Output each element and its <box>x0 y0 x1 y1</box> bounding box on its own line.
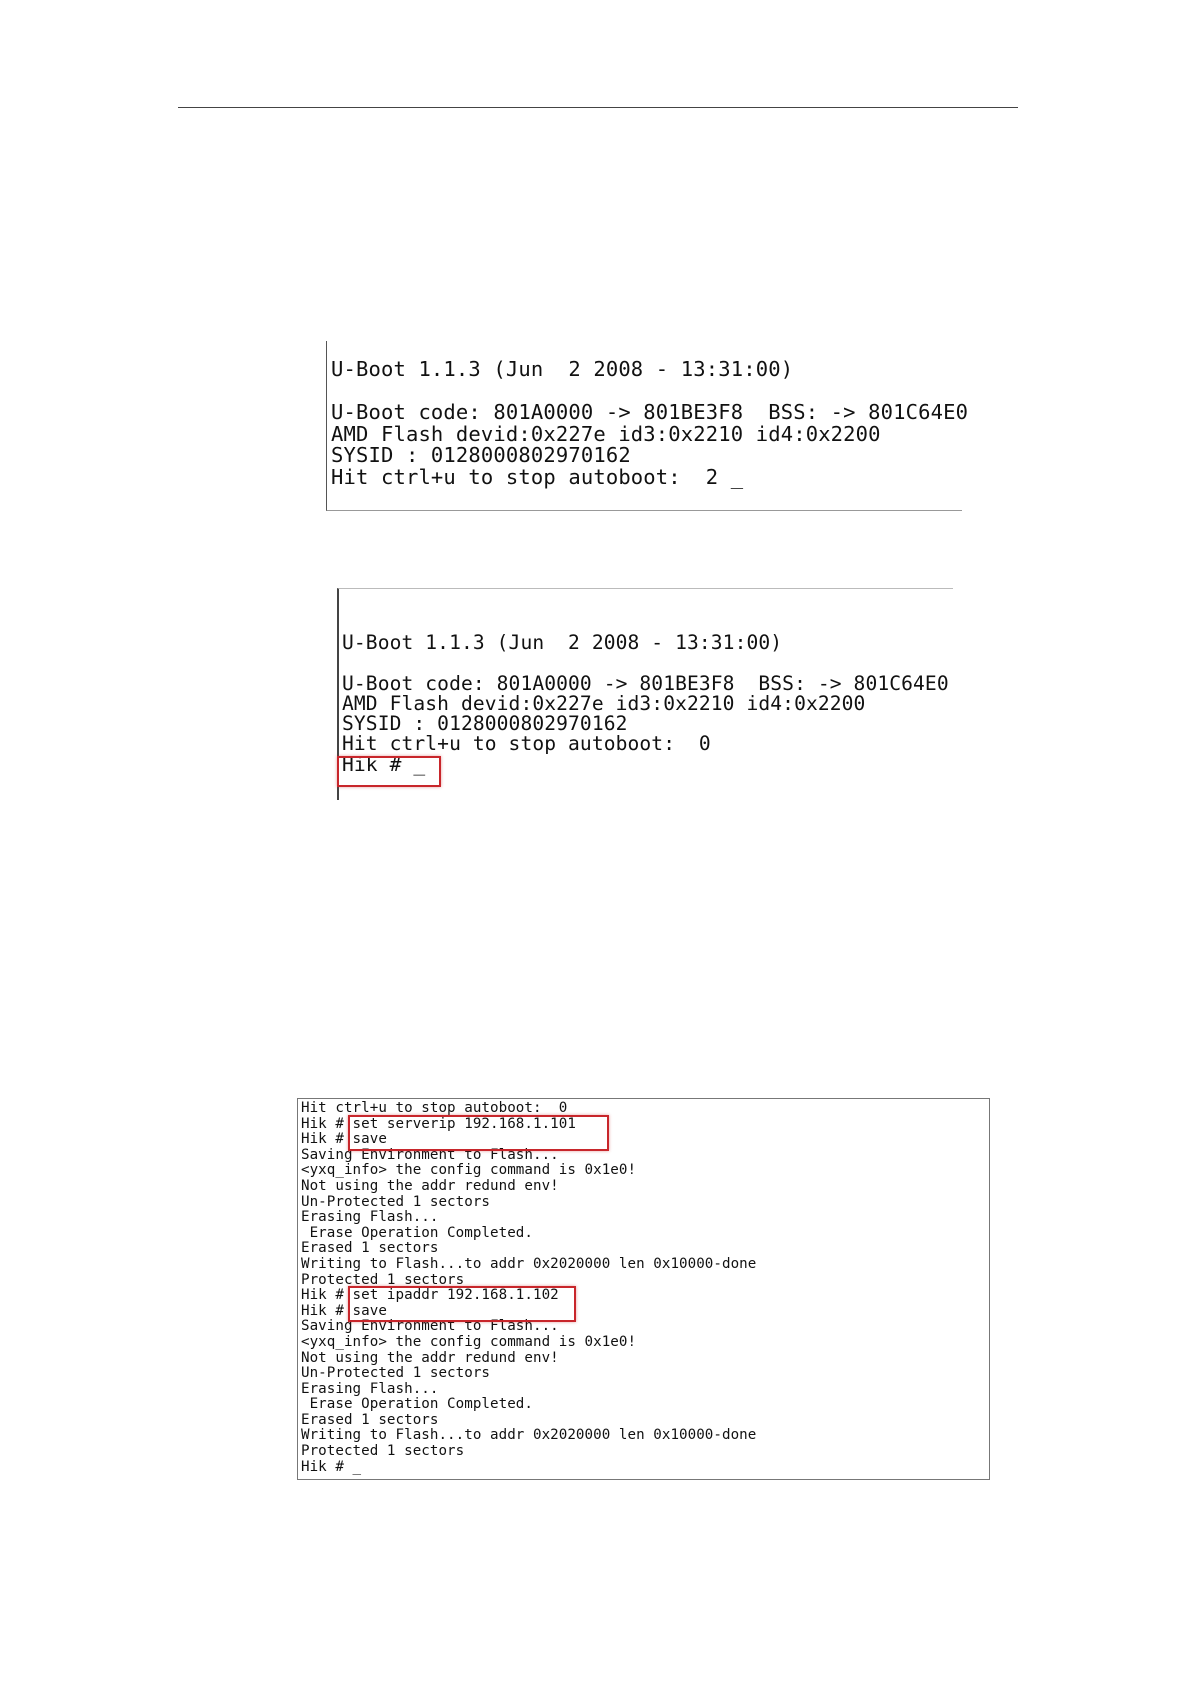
terminal-line: SYSID : 0128000802970162 <box>331 443 631 467</box>
terminal-line <box>342 653 949 673</box>
terminal-line: Erasing Flash... <box>301 1380 439 1397</box>
terminal-line: U-Boot code: 801A0000 -> 801BE3F8 BSS: -> 801C64E0 <box>342 671 949 695</box>
terminal-line: Hit ctrl+u to stop autoboot: 0 <box>301 1100 568 1116</box>
terminal-line: Hit ctrl+u to stop autoboot: 2 _ <box>331 464 744 489</box>
terminal-line: U-Boot 1.1.3 (Jun 2 2008 - 13:31:00) <box>331 357 794 381</box>
terminal-line: Hik # _ <box>342 752 426 776</box>
terminal-line: Saving Environment to Flash... <box>301 1318 559 1335</box>
terminal-line: Hik # _ <box>301 1458 362 1475</box>
terminal-output <box>331 359 968 488</box>
terminal-line: AMD Flash devid:0x227e id3:0x2210 id4:0x2200 <box>342 691 866 715</box>
terminal-screenshot-hik-prompt <box>337 588 953 800</box>
terminal-line: Not using the addr redund env! <box>301 1349 559 1366</box>
terminal-line: Erased 1 sectors <box>301 1411 439 1428</box>
terminal-line: Writing to Flash...to addr 0x2020000 len 0x10000-done <box>301 1427 757 1444</box>
terminal-line: <yxq_info> the config command is 0x1e0! <box>301 1162 637 1179</box>
terminal-line: <yxq_info> the config command is 0x1e0! <box>301 1333 637 1350</box>
terminal-line: AMD Flash devid:0x227e id3:0x2210 id4:0x2200 <box>331 421 881 446</box>
terminal-line <box>331 381 968 403</box>
terminal-output <box>301 1101 756 1475</box>
terminal-line: Hik # save <box>301 1131 387 1148</box>
terminal-screenshot-set-ip-save <box>297 1098 990 1480</box>
terminal-line: Writing to Flash...to addr 0x2020000 len 0x10000-done <box>301 1255 757 1272</box>
terminal-line: Saving Environment to Flash... <box>301 1146 559 1163</box>
terminal-line: U-Boot 1.1.3 (Jun 2 2008 - 13:31:00) <box>342 631 783 654</box>
terminal-line: Hik # save <box>301 1302 387 1319</box>
terminal-line: Not using the addr redund env! <box>301 1177 559 1194</box>
terminal-line: Hik # set serverip 192.168.1.101 <box>301 1115 576 1132</box>
terminal-line: SYSID : 0128000802970162 <box>342 712 628 736</box>
terminal-line: Erasing Flash... <box>301 1209 439 1226</box>
terminal-screenshot-autoboot-countdown <box>326 341 969 511</box>
terminal-line: Protected 1 sectors <box>301 1443 465 1460</box>
header-rule <box>178 107 1018 108</box>
terminal-line: Hit ctrl+u to stop autoboot: 0 <box>342 732 711 756</box>
terminal-line: Hik # set ipaddr 192.168.1.102 <box>301 1287 559 1304</box>
terminal-line: Protected 1 sectors <box>301 1271 465 1288</box>
terminal-line: Un-Protected 1 sectors <box>301 1193 491 1210</box>
terminal-line: Un-Protected 1 sectors <box>301 1365 491 1382</box>
terminal-line: Erase Operation Completed. <box>301 1224 533 1241</box>
terminal-line: U-Boot code: 801A0000 -> 801BE3F8 BSS: -> 801C64E0 <box>331 400 969 424</box>
terminal-line: Erased 1 sectors <box>301 1240 439 1257</box>
terminal-line: Erase Operation Completed. <box>301 1396 533 1413</box>
terminal-output <box>342 633 949 775</box>
